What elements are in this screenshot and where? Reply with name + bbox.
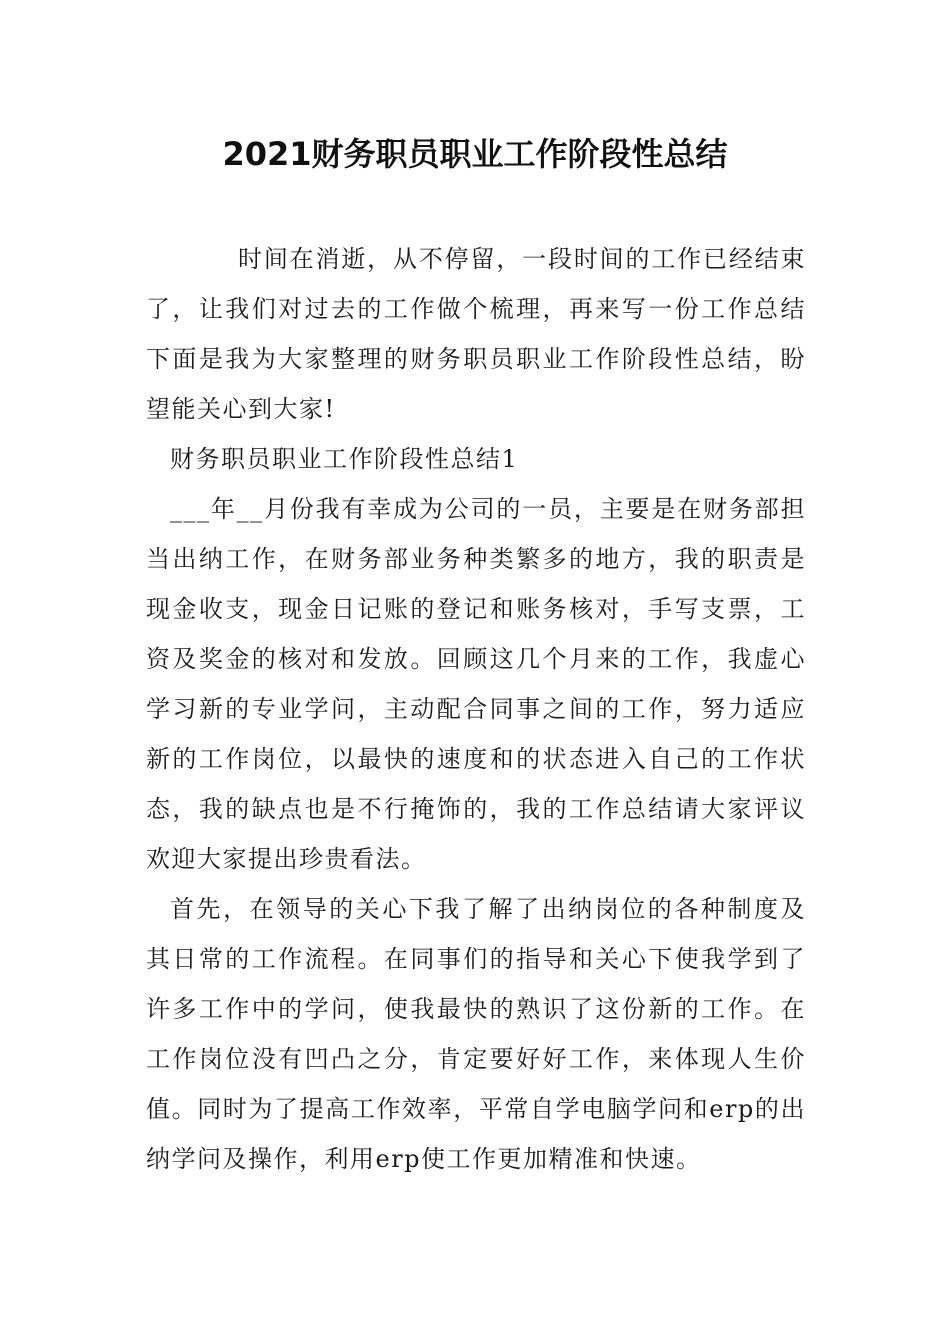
- body-paragraph-1: ___年__月份我有幸成为公司的一员，主要是在财务部担当出纳工作，在财务部业务种类繁多的地方，我的职责是现金收支，现金日记账的登记和账务核对，手写支票，工资及奖金的核对和发放。回顾这几个月来的工作，我虚心学习新的专业学问，主动配合同事之间的工作，努力适应新的工作岗位，以最快的速度和的状态进入自己的工作状态，我的缺点也是不行掩饰的，我的工作总结请大家评议欢迎大家提出珍贵看法。: [146, 495, 806, 873]
- document-title: 2021财务职员职业工作阶段性总结: [222, 135, 728, 173]
- section-heading: 财务职员职业工作阶段性总结1: [170, 445, 519, 473]
- document-body: [146, 234, 806, 1184]
- body-paragraph-2: 首先，在领导的关心下我了解了出纳岗位的各种制度及其日常的工作流程。在同事们的指导和关心下使我学到了许多工作中的学问，使我最快的熟识了这份新的工作。在工作岗位没有凹凸之分，肯定要好好工作，来体现人生价值。同时为了提高工作效率，平常自学电脑学问和erp的出纳学问及操作，利用erp使工作更加精准和快速。: [146, 895, 806, 1173]
- intro-paragraph: 时间在消逝，从不停留，一段时间的工作已经结束了，让我们对过去的工作做个梳理，再来写一份工作总结下面是我为大家整理的财务职员职业工作阶段性总结，盼望能关心到大家!: [146, 245, 806, 423]
